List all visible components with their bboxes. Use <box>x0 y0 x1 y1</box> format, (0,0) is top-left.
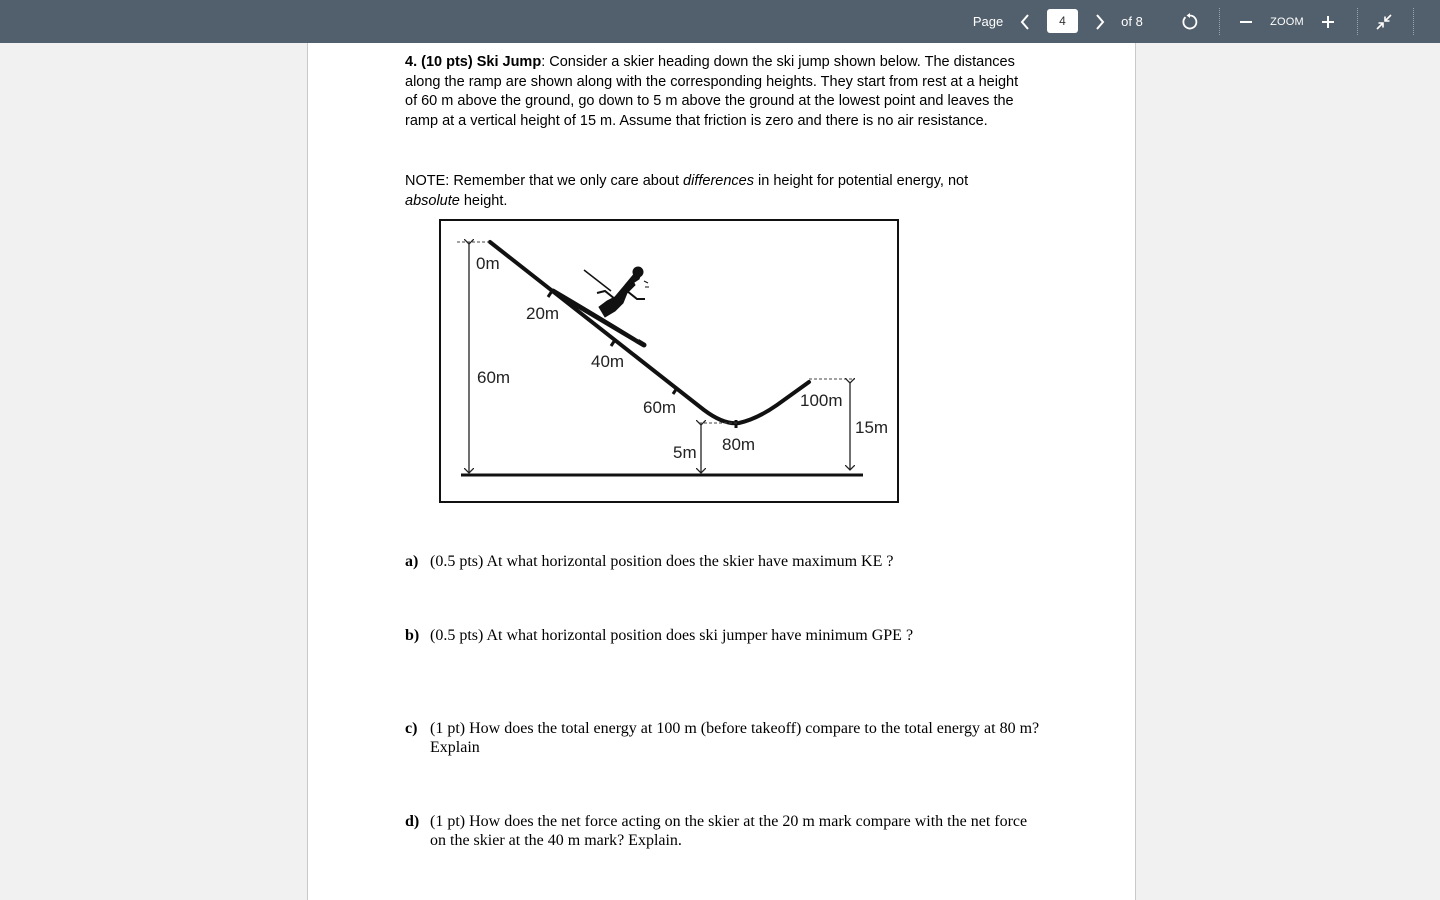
rotate-button[interactable] <box>1176 0 1204 43</box>
part-text: (1 pt) How does the total energy at 100 m (before takeoff) compare to the total energy at 80 m? Explain <box>430 720 1040 756</box>
page-label: Page <box>972 14 1004 29</box>
question-note <box>405 172 1025 211</box>
zoom-in-button[interactable] <box>1317 0 1339 43</box>
chevron-right-icon <box>1094 13 1106 31</box>
distance-label-80m: 80m <box>722 435 756 454</box>
height-label-5m: 5m <box>673 443 697 462</box>
page-number-input[interactable] <box>1047 9 1078 33</box>
part-label: d) <box>405 813 420 830</box>
toolbar-divider <box>1413 8 1414 35</box>
note-text: height. <box>459 192 508 209</box>
part-text: (0.5 pts) At what horizontal position does ski jumper have minimum GPE ? <box>430 627 914 644</box>
part-label: a) <box>405 553 419 570</box>
zoom-in-icon <box>1321 15 1335 29</box>
note-text: NOTE: Remember that we only care about <box>405 173 684 189</box>
question-text: : Consider a skier heading down the ski jump shown below. The distances along the ramp are shown along with the corresponding heights. They start from rest at a height of 60 m above the ground, go down to 5 m above the ground at the lowest point and leaves the ramp at a vertical height of 15 m. Assume that friction is zero and there is no air resistance. <box>405 54 1019 130</box>
question-part-d <box>405 813 1045 850</box>
toolbar-divider <box>1357 8 1358 35</box>
question-part-b <box>405 627 1045 646</box>
height-label-60m: 60m <box>477 368 511 387</box>
part-text: (0.5 pts) At what horizontal position does the skier have maximum KE ? <box>430 553 894 570</box>
distance-label-40m: 40m <box>591 352 625 371</box>
document-page <box>307 43 1136 900</box>
question-part-a <box>405 553 1045 572</box>
distance-label-0m: 0m <box>476 254 500 273</box>
zoom-label: ZOOM <box>1270 15 1304 28</box>
figure-frame <box>440 220 898 502</box>
part-text: (1 pt) How does the net force acting on the skier at the 20 m mark compare with the net force on the skier at the 40 m mark? Explain. <box>430 813 1028 849</box>
pdf-toolbar <box>0 0 1440 43</box>
distance-label-100m: 100m <box>800 391 843 410</box>
distance-label-20m: 20m <box>526 304 560 323</box>
part-label: c) <box>405 720 418 737</box>
distance-label-60m: 60m <box>643 398 677 417</box>
zoom-out-button[interactable] <box>1235 0 1257 43</box>
toolbar-divider <box>1219 8 1220 35</box>
note-emphasis: differences <box>683 173 754 189</box>
rotate-icon <box>1181 13 1199 31</box>
question-intro <box>405 53 1025 132</box>
height-label-15m: 15m <box>855 418 889 437</box>
page-count: of 8 <box>1121 14 1143 29</box>
next-page-button[interactable] <box>1088 0 1112 43</box>
note-emphasis: absolute <box>405 192 460 209</box>
zoom-out-icon <box>1239 15 1253 29</box>
part-label: b) <box>405 627 420 644</box>
chevron-left-icon <box>1019 13 1031 31</box>
question-part-c <box>405 720 1045 757</box>
question-heading: 4. (10 pts) Ski Jump <box>405 54 542 70</box>
previous-page-button[interactable] <box>1013 0 1037 43</box>
collapse-icon <box>1376 14 1392 30</box>
exit-fullscreen-button[interactable] <box>1372 0 1396 43</box>
note-text: in height for potential energy, not <box>753 173 969 189</box>
ski-jump-diagram <box>439 219 899 503</box>
